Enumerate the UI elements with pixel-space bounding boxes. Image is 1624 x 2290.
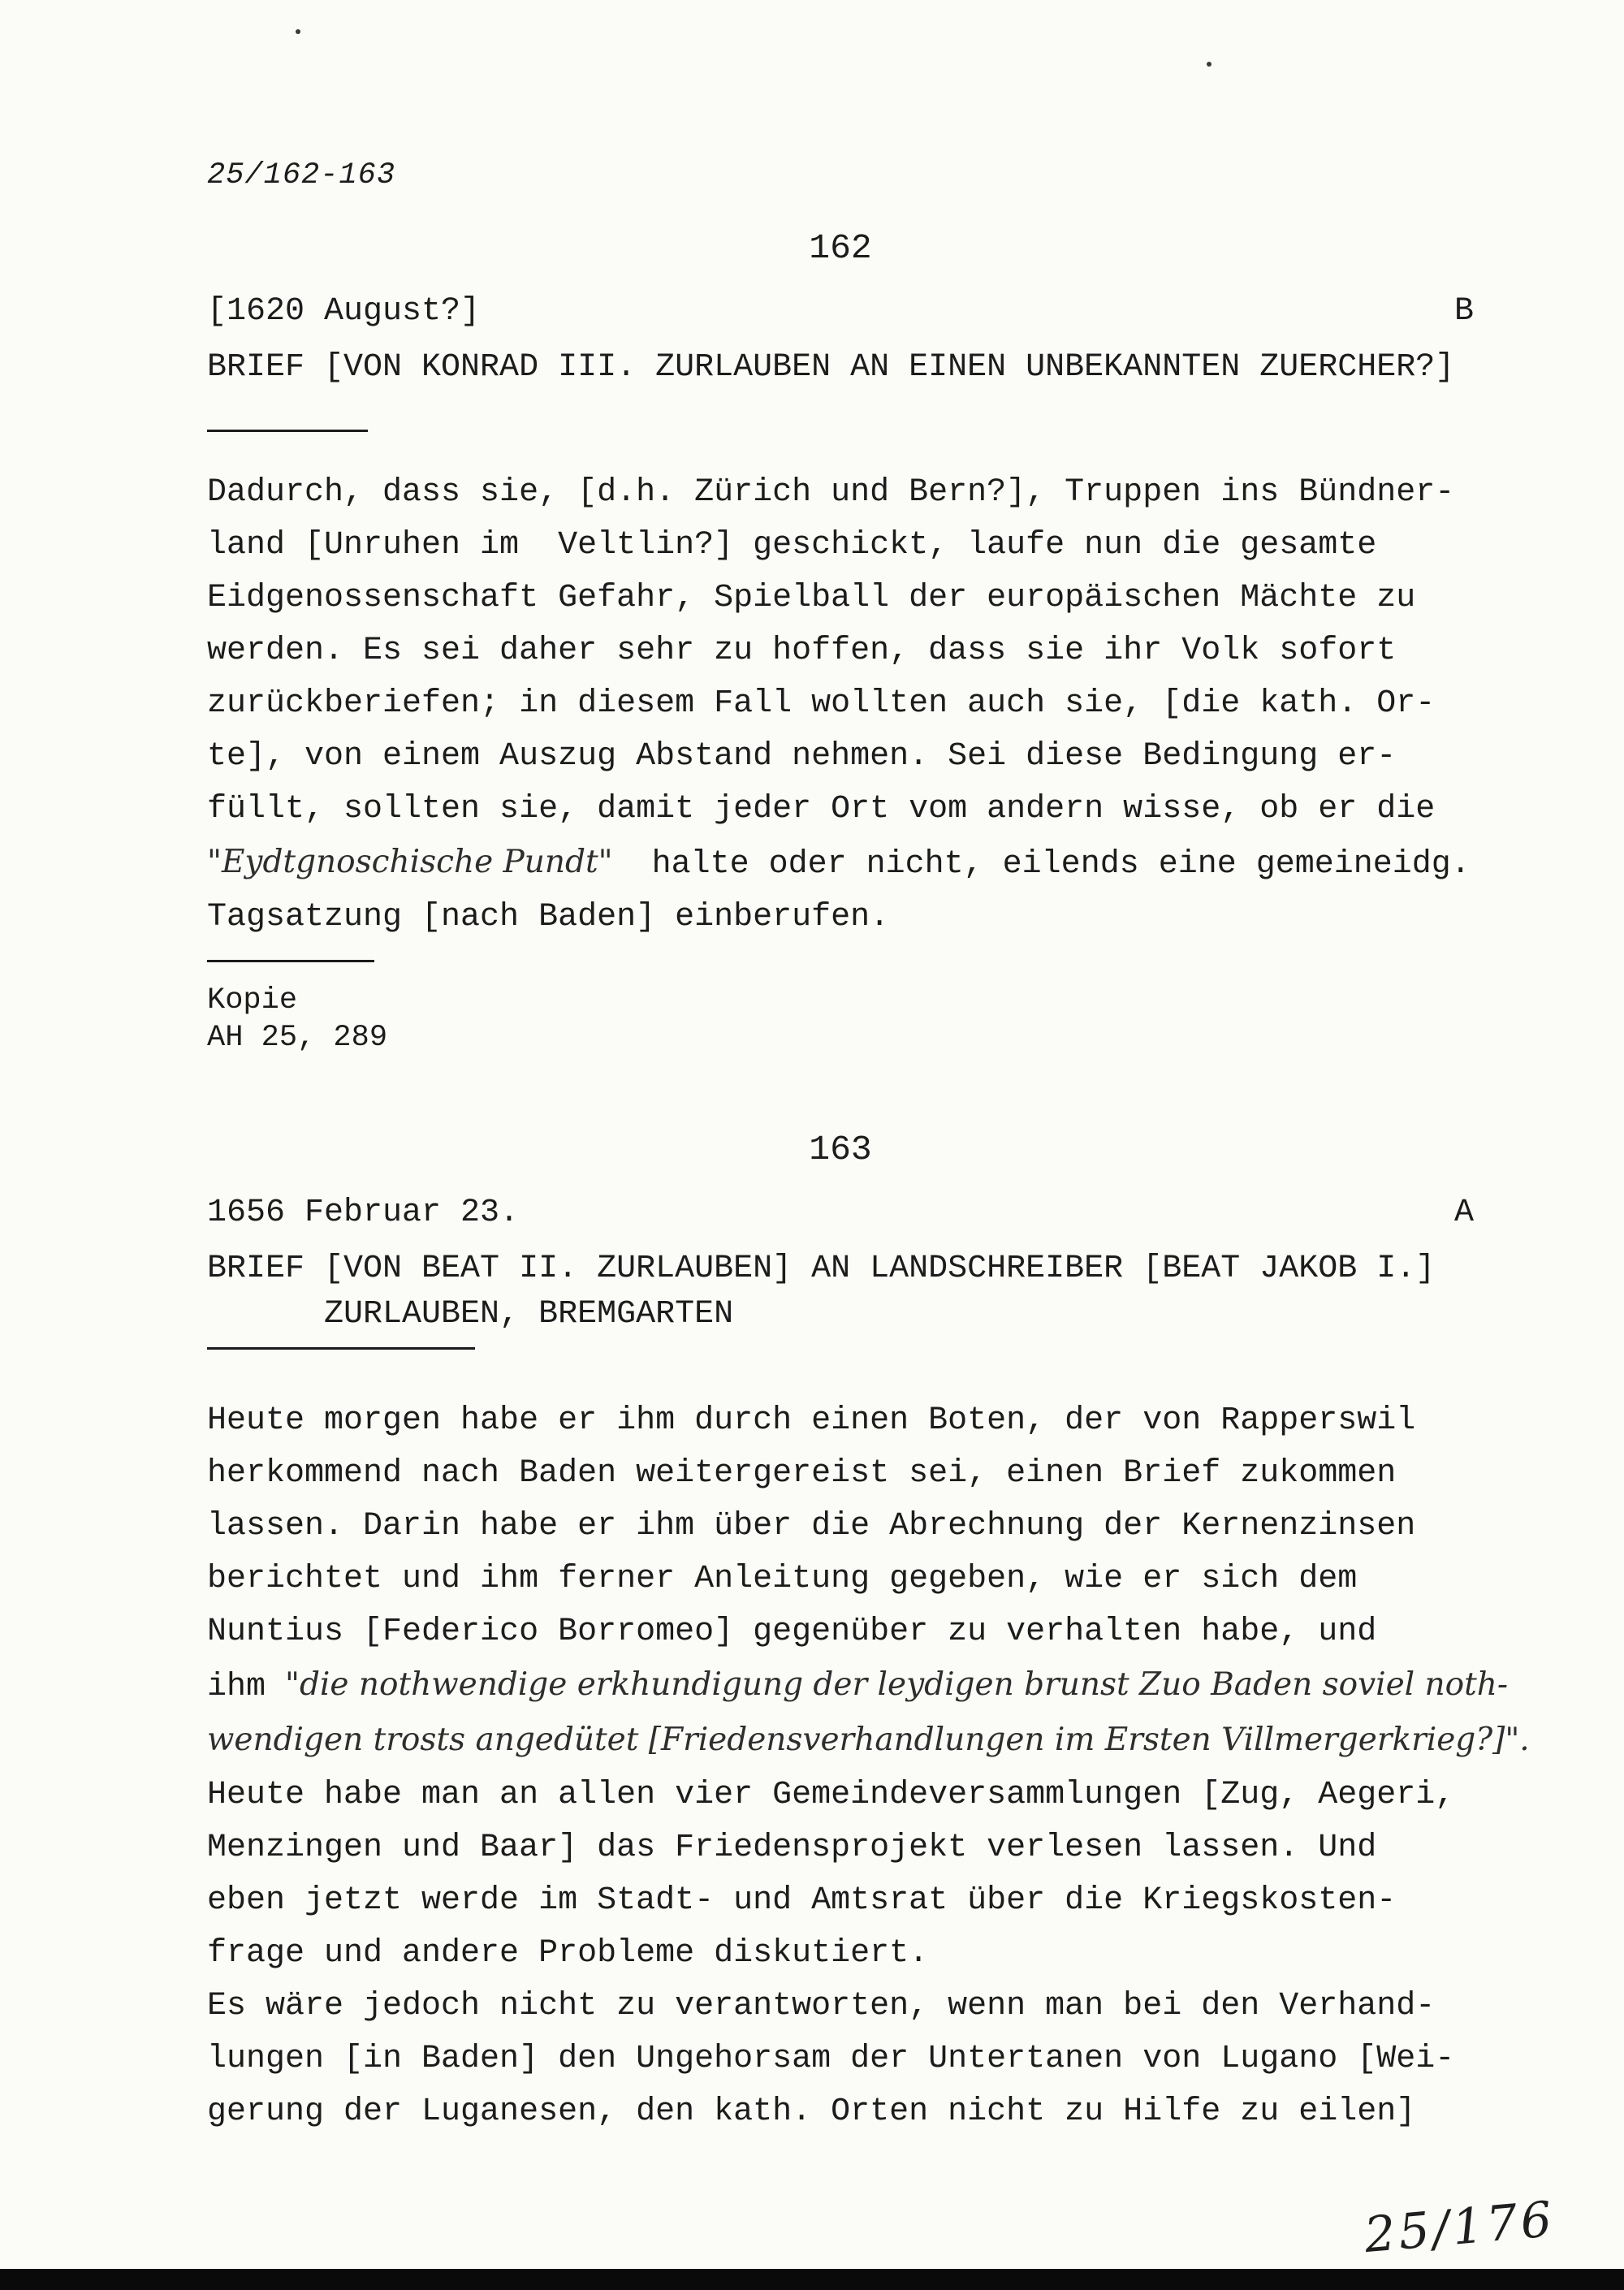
source-note (207, 982, 1474, 1056)
text-segment: herkommend nach Baden weitergereist sei, einen Brief zukommen (207, 1455, 1397, 1492)
text-segment: Tagsatzung [nach Baden] einberufen. (207, 899, 890, 935)
text-line (207, 1019, 1474, 1056)
text-line (207, 730, 1474, 783)
quoted-italic-text: wendigen trosts angedütet [Friedensverhandlungen im Ersten Villmergerkrieg?]". (207, 1722, 1530, 1758)
text-line (207, 891, 1474, 944)
divider-line (207, 960, 374, 962)
archive-reference: 25/162-163 (207, 158, 396, 192)
text-segment: füllt, sollten sie, damit jeder Ort vom andern wisse, ob er die (207, 791, 1436, 827)
text-segment: Heute morgen habe er ihm durch einen Boten, der von Rapperswil (207, 1402, 1416, 1439)
text-line (207, 466, 1474, 519)
text-segment: te], von einem Auszug Abstand nehmen. Sei diese Bedingung er- (207, 738, 1397, 775)
text-line (207, 1394, 1474, 1447)
copy-mark: B (1453, 293, 1474, 330)
text-line (207, 1247, 1474, 1292)
entry-title (207, 345, 1474, 391)
text-line (207, 677, 1474, 730)
text-line (207, 624, 1474, 677)
text-line (207, 1292, 1474, 1337)
text-line (207, 1713, 1530, 1769)
text-segment: BRIEF [VON BEAT II. ZURLAUBEN] AN LANDSCHREIBER [BEAT JAKOB I.] (207, 1251, 1436, 1287)
text-line (207, 519, 1474, 572)
text-line (207, 1500, 1474, 1553)
text-line (207, 982, 1474, 1019)
scan-edge-artifact (0, 2269, 1624, 2290)
text-segment: BRIEF [VON KONRAD III. ZURLAUBEN AN EINEN UNBEKANNTEN ZUERCHER?] (207, 349, 1455, 386)
entry-date: [1620 August?] (207, 293, 481, 330)
text-line (207, 1980, 1474, 2033)
entry-title (207, 1247, 1474, 1337)
text-line (207, 345, 1474, 391)
quoted-italic-text: "Eydtgnoschische Pundt" (207, 844, 613, 880)
text-line (207, 572, 1474, 624)
text-segment: Nuntius [Federico Borromeo] gegenüber zu verhalten habe, und (207, 1614, 1377, 1650)
text-line (207, 2085, 1474, 2138)
text-segment: Menzingen und Baar] das Friedensprojekt verlesen lassen. Und (207, 1830, 1377, 1866)
divider-line (207, 1347, 475, 1350)
text-segment: zurückberiefen; in diesem Fall wollten auch sie, [die kath. Or- (207, 685, 1436, 722)
text-line (207, 1658, 1509, 1713)
text-segment: halte oder nicht, eilends eine gemeineidg. (612, 846, 1471, 883)
text-line (207, 1874, 1474, 1927)
text-segment: land [Unruhen im Veltlin?] geschickt, laufe nun die gesamte (207, 527, 1377, 564)
text-segment: Dadurch, dass sie, [d.h. Zürich und Bern?], Truppen ins Bündner- (207, 474, 1455, 511)
text-segment: lassen. Darin habe er ihm über die Abrechnung der Kernenzinsen (207, 1508, 1416, 1545)
text-line (207, 1769, 1474, 1821)
handwritten-page-number: 25/176 (1362, 2190, 1557, 2265)
entry-date: 1656 Februar 23. (207, 1195, 520, 1231)
text-segment: Eidgenossenschaft Gefahr, Spielball der europäischen Mächte zu (207, 580, 1416, 616)
text-line (207, 1553, 1474, 1605)
text-line (207, 1605, 1474, 1658)
entry-header (207, 292, 1474, 332)
text-column (207, 0, 1530, 2138)
entry-body (207, 1394, 1530, 2138)
entry-number: 163 (809, 1130, 872, 1169)
text-line (207, 836, 1474, 891)
divider-line (207, 430, 368, 432)
text-segment: Heute habe man an allen vier Gemeindeversammlungen [Zug, Aegeri, (207, 1777, 1455, 1813)
text-segment: ihm (207, 1669, 286, 1705)
text-line (207, 1821, 1474, 1874)
text-segment: werden. Es sei daher sehr zu hoffen, dass sie ihr Volk sofort (207, 633, 1397, 669)
text-segment: lungen [in Baden] den Ungehorsam der Untertanen von Lugano [Wei- (207, 2041, 1455, 2077)
text-segment: AH 25, 289 (207, 1021, 388, 1055)
entry-number: 162 (809, 228, 872, 268)
text-segment: Kopie (207, 983, 298, 1018)
text-line (207, 1447, 1474, 1500)
copy-mark: A (1453, 1195, 1474, 1231)
entry-body (207, 466, 1474, 944)
text-segment: berichtet und ihm ferner Anleitung gegeben, wie er sich dem (207, 1561, 1358, 1597)
entry-header (207, 1193, 1474, 1234)
text-line (207, 1927, 1474, 1980)
text-line (207, 783, 1474, 836)
text-line (207, 2033, 1474, 2085)
text-segment: gerung der Luganesen, den kath. Orten nicht zu Hilfe zu eilen] (207, 2093, 1416, 2130)
text-segment: frage und andere Probleme diskutiert. (207, 1935, 929, 1972)
text-segment: eben jetzt werde im Stadt- und Amtsrat über die Kriegskosten- (207, 1882, 1397, 1919)
quoted-italic-text: "die nothwendige erkhundigung der leydigen brunst Zuo Baden soviel noth- (285, 1666, 1509, 1703)
text-segment: ZURLAUBEN, BREMGARTEN (207, 1296, 734, 1333)
entry-162 (207, 227, 1474, 1056)
entry-163 (207, 1128, 1530, 2138)
text-segment: Es wäre jedoch nicht zu verantworten, wenn man bei den Verhand- (207, 1988, 1436, 2024)
